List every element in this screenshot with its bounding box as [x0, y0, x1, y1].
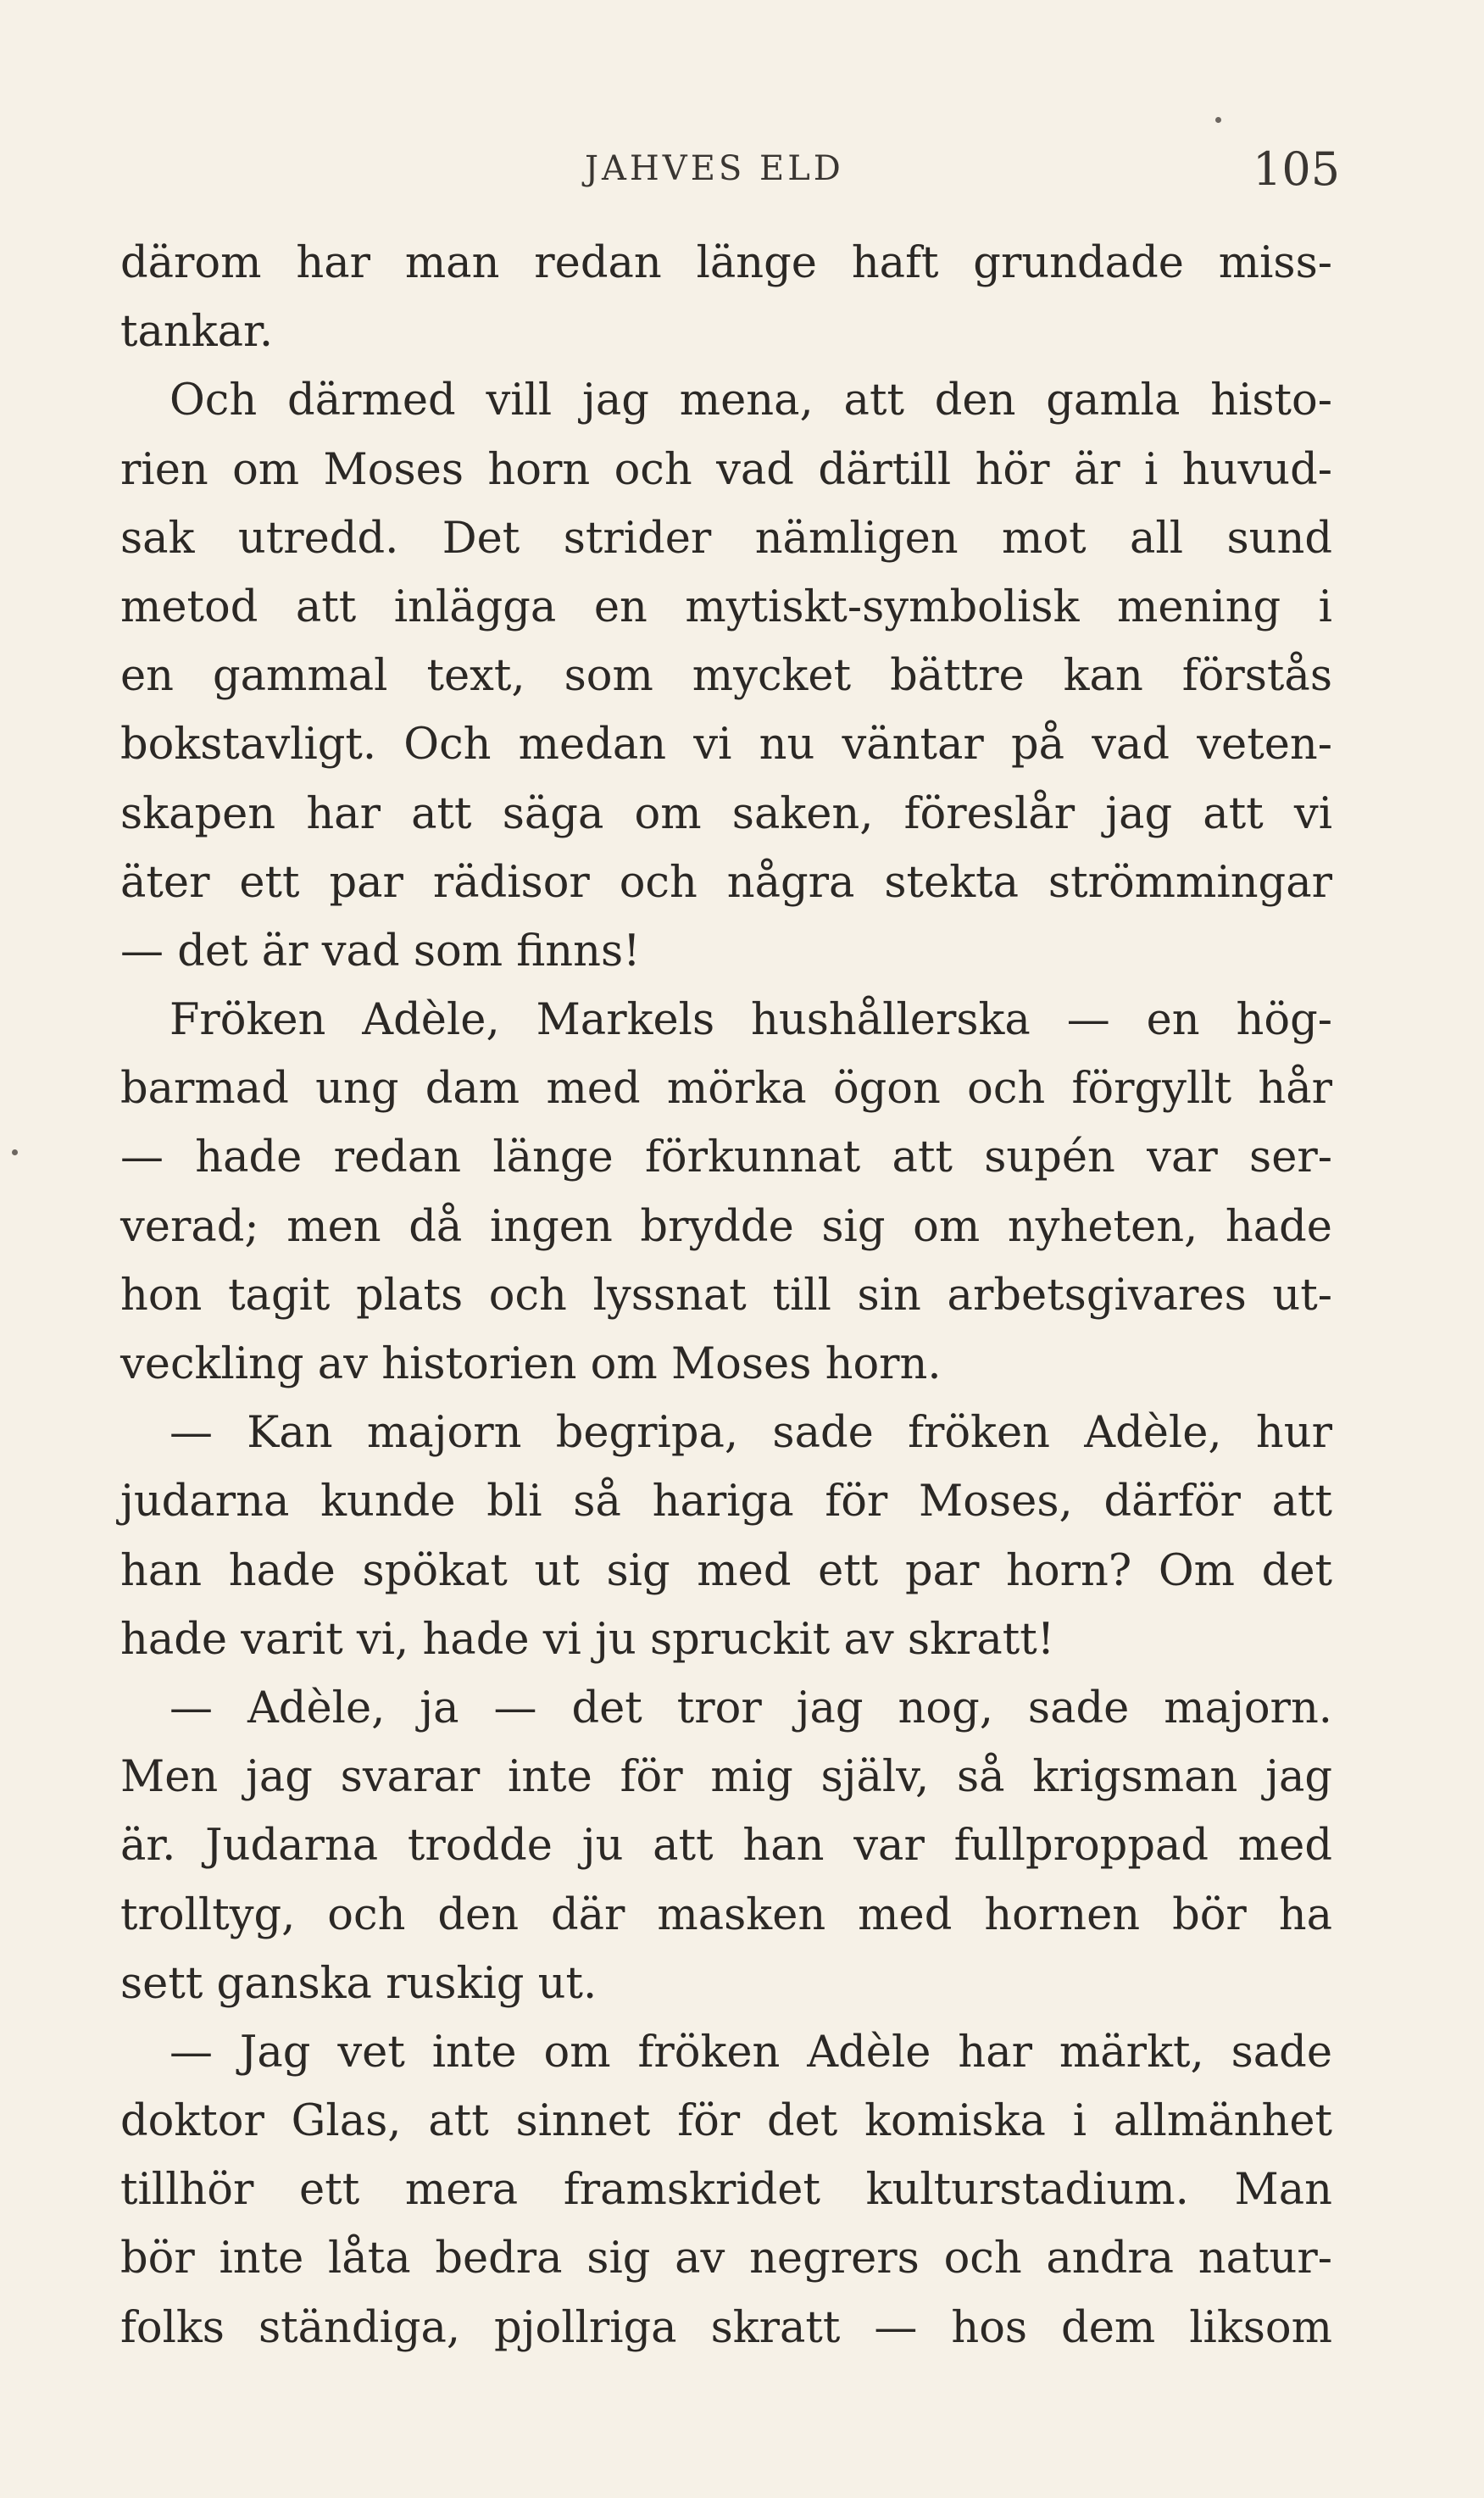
text-line: — det är vad som finns!	[120, 926, 641, 976]
text-line: — Kan majorn begripa, sade fröken Adèle, hur	[170, 1408, 1332, 1459]
text-line: — Jag vet inte om fröken Adèle har märkt, sade	[170, 2027, 1332, 2078]
text-line: bör inte låta bedra sig av negrers och andra natur-	[120, 2234, 1332, 2284]
text-line: veckling av historien om Moses horn.	[120, 1339, 942, 1389]
margin-bullet-mark	[12, 1149, 18, 1155]
page-number: 105	[1253, 142, 1341, 196]
text-line: äter ett par rädisor och några stekta strömmingar	[120, 857, 1332, 908]
text-line: är. Judarna trodde ju att han var fullproppad med	[120, 1821, 1332, 1872]
text-line: sak utredd. Det strider nämligen mot all sund	[120, 513, 1332, 564]
speck-mark	[1215, 117, 1221, 123]
text-line: Och därmed vill jag mena, att den gamla histo-	[170, 376, 1332, 426]
text-line: — Adèle, ja — det tror jag nog, sade majorn.	[170, 1683, 1332, 1733]
text-line: judarna kunde bli så hariga för Moses, därför att	[120, 1477, 1332, 1527]
text-line: tankar.	[120, 307, 274, 358]
text-line: Fröken Adèle, Markels hushållerska — en hög-	[170, 995, 1332, 1046]
text-line: verad; men då ingen brydde sig om nyheten, hade	[120, 1201, 1332, 1252]
text-line: folks ständiga, pjollriga skratt — hos dem liksom	[120, 2302, 1332, 2353]
text-line: Men jag svarar inte för mig själv, så krigsman jag	[120, 1752, 1332, 1803]
text-line: hade varit vi, hade vi ju spruckit av skratt!	[120, 1614, 1055, 1665]
text-line: trolltyg, och den där masken med hornen bör ha	[120, 1889, 1332, 1940]
text-line: rien om Moses horn och vad därtill hör är i huvud-	[120, 444, 1332, 495]
text-line: — hade redan länge förkunnat att supén var ser-	[120, 1132, 1332, 1183]
text-line: sett ganska ruskig ut.	[120, 1958, 597, 2009]
text-line: metod att inlägga en mytiskt-symbolisk mening i	[120, 581, 1332, 632]
running-title: JAHVES ELD	[585, 149, 844, 188]
text-line: tillhör ett mera framskridet kulturstadium. Man	[120, 2165, 1332, 2216]
text-line: därom har man redan länge haft grundade miss-	[120, 238, 1332, 288]
text-line: skapen har att säga om saken, föreslår jag att vi	[120, 788, 1332, 839]
text-line: han hade spökat ut sig med ett par horn? Om det	[120, 1545, 1332, 1596]
body-text	[120, 229, 1332, 2362]
running-head	[0, 142, 1484, 202]
text-line: doktor Glas, att sinnet för det komiska i allmänhet	[120, 2096, 1332, 2147]
text-line: hon tagit plats och lyssnat till sin arbetsgivares ut-	[120, 1270, 1332, 1321]
text-line: en gammal text, som mycket bättre kan förstås	[120, 651, 1332, 702]
text-line: barmad ung dam med mörka ögon och förgyllt hår	[120, 1064, 1332, 1115]
text-line: bokstavligt. Och medan vi nu väntar på vad veten-	[120, 720, 1332, 771]
